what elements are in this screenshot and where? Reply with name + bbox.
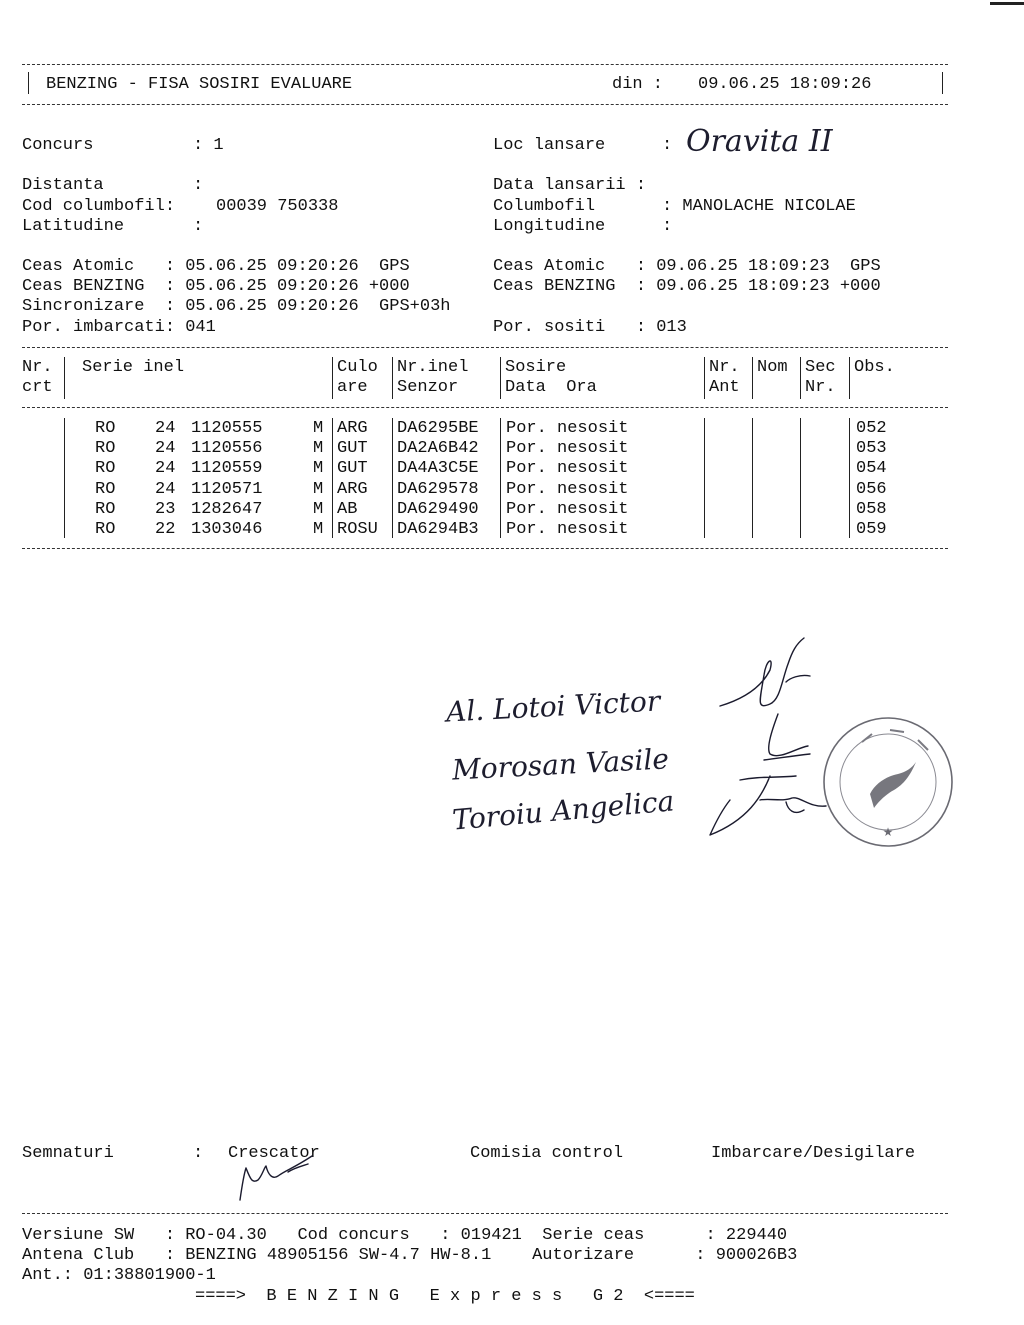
sincronizare: Sincronizare : 05.06.25 09:20:26 GPS+03h bbox=[22, 297, 451, 316]
cell-obs: 053 bbox=[856, 439, 887, 459]
col-nr-ant-1: Nr. bbox=[709, 358, 740, 377]
cell-sex: M bbox=[313, 439, 324, 459]
col-divider bbox=[752, 357, 753, 399]
longitudine-label: Longitudine bbox=[493, 217, 606, 236]
col-divider bbox=[392, 357, 393, 399]
col-divider bbox=[64, 357, 65, 399]
concurs-value: : 1 bbox=[193, 136, 224, 155]
cell-an: 23 bbox=[155, 499, 176, 519]
din-label: din : bbox=[612, 75, 664, 94]
cell-culoare: GUT bbox=[337, 459, 368, 479]
longitudine-sep: : bbox=[662, 217, 673, 236]
row-divider bbox=[704, 418, 705, 538]
col-sosire: Sosire bbox=[505, 358, 567, 377]
row-divider bbox=[64, 418, 65, 538]
header-left-bar bbox=[28, 72, 29, 94]
cell-sosire: Por. nesosit bbox=[506, 479, 629, 499]
col-crt: crt bbox=[22, 378, 53, 397]
cod-columbofil-label: Cod columbofil: bbox=[22, 197, 176, 216]
row-divider bbox=[500, 418, 501, 538]
col-nr-inel: Nr.inel bbox=[397, 358, 469, 377]
latitudine-sep: : bbox=[193, 217, 204, 236]
distanta-label: Distanta bbox=[22, 176, 104, 195]
cod-columbofil-value: 00039 750338 bbox=[216, 197, 339, 216]
signature-name-3: Toroiu Angelica bbox=[450, 784, 676, 837]
document-title: BENZING - FISA SOSIRI EVALUARE bbox=[46, 75, 353, 94]
table-header-rule bbox=[22, 407, 948, 408]
loc-lansare-label: Loc lansare bbox=[493, 136, 606, 155]
ceas-atomic-end: Ceas Atomic : 09.06.25 18:09:23 GPS bbox=[493, 257, 881, 276]
cell-senzor: DA6295BE bbox=[397, 419, 479, 438]
signature-name-2: Morosan Vasile bbox=[451, 742, 670, 787]
cell-sosire: Por. nesosit bbox=[506, 459, 629, 479]
header-right-bar bbox=[942, 72, 943, 94]
semnaturi-sep: : bbox=[193, 1144, 204, 1163]
footer-rule bbox=[22, 1213, 948, 1214]
latitudine-label: Latitudine bbox=[22, 217, 125, 236]
cell-obs: 059 bbox=[856, 520, 887, 539]
col-data-ora: Data Ora bbox=[505, 378, 597, 397]
cell-an: 24 bbox=[155, 479, 176, 499]
cell-tara: RO bbox=[95, 520, 116, 539]
cell-culoare: ROSU bbox=[337, 520, 378, 539]
cell-nr-inel: 1120555 bbox=[191, 419, 263, 438]
cell-obs: 056 bbox=[856, 479, 887, 499]
signature-name-1: Al. Lotoi Victor bbox=[445, 684, 661, 729]
col-culoare-1: Culo bbox=[337, 358, 378, 377]
row-divider bbox=[332, 418, 333, 538]
cell-tara: RO bbox=[95, 419, 116, 438]
col-nr: Nr. bbox=[22, 358, 53, 377]
col-divider bbox=[332, 357, 333, 399]
versiune-sw-line: Versiune SW : RO-04.30 Cod concurs : 019421 Serie ceas : 229440 bbox=[22, 1226, 788, 1245]
semnaturi-label: Semnaturi bbox=[22, 1144, 114, 1163]
header-bottom-rule bbox=[22, 104, 948, 105]
crescator-signature-drawing bbox=[232, 1150, 322, 1210]
cell-culoare: ARG bbox=[337, 479, 368, 499]
cell-an: 24 bbox=[155, 419, 176, 438]
ceas-benzing-end: Ceas BENZING : 09.06.25 18:09:23 +000 bbox=[493, 277, 881, 296]
antena-id-line: Ant.: 01:38801900-1 bbox=[22, 1266, 216, 1285]
data-lansarii-label: Data lansarii : bbox=[493, 176, 647, 195]
row-divider bbox=[800, 418, 801, 538]
col-culoare-2: are bbox=[337, 378, 368, 397]
cell-senzor: DA629578 bbox=[397, 479, 479, 499]
cell-sex: M bbox=[313, 520, 324, 539]
cell-senzor: DA2A6B42 bbox=[397, 439, 479, 459]
cell-nr-inel: 1120571 bbox=[191, 479, 263, 499]
loc-lansare-handwritten: Oravita II bbox=[686, 124, 833, 159]
cell-nr-inel: 1282647 bbox=[191, 499, 263, 519]
distanta-sep: : bbox=[193, 176, 204, 195]
col-sec-2: Nr. bbox=[805, 378, 836, 397]
col-divider bbox=[704, 357, 705, 399]
col-divider bbox=[500, 357, 501, 399]
cell-sex: M bbox=[313, 419, 324, 438]
cell-sosire: Por. nesosit bbox=[506, 439, 629, 459]
col-divider bbox=[849, 357, 850, 399]
cell-nr-inel: 1303046 bbox=[191, 520, 263, 539]
cell-tara: RO bbox=[95, 499, 116, 519]
comisia-control-label: Comisia control bbox=[470, 1144, 624, 1163]
header-top-rule bbox=[22, 64, 948, 65]
col-nom: Nom bbox=[757, 358, 788, 377]
col-divider bbox=[800, 357, 801, 399]
cell-an: 24 bbox=[155, 439, 176, 459]
cell-culoare: ARG bbox=[337, 419, 368, 438]
print-timestamp: 09.06.25 18:09:26 bbox=[698, 75, 872, 94]
columbofil-value: : MANOLACHE NICOLAE bbox=[662, 197, 856, 216]
cell-culoare: GUT bbox=[337, 439, 368, 459]
table-top-rule bbox=[22, 347, 948, 348]
row-divider bbox=[392, 418, 393, 538]
columbofil-label: Columbofil bbox=[493, 197, 596, 216]
porumbei-imbarcati: Por. imbarcati: 041 bbox=[22, 318, 216, 337]
cell-sosire: Por. nesosit bbox=[506, 499, 629, 519]
cell-obs: 052 bbox=[856, 419, 887, 438]
cell-sosire: Por. nesosit bbox=[506, 419, 629, 438]
col-serie-inel: Serie inel bbox=[82, 358, 185, 377]
row-divider bbox=[752, 418, 753, 538]
cell-senzor: DA629490 bbox=[397, 499, 479, 519]
cell-tara: RO bbox=[95, 439, 116, 459]
cell-sex: M bbox=[313, 459, 324, 479]
svg-text:★: ★ bbox=[882, 825, 894, 839]
scan-edge-mark bbox=[990, 2, 1024, 5]
col-sec-1: Sec bbox=[805, 358, 836, 377]
cell-obs: 054 bbox=[856, 459, 887, 479]
cell-sex: M bbox=[313, 479, 324, 499]
cell-sosire: Por. nesosit bbox=[506, 520, 629, 539]
commission-signatures-drawing bbox=[700, 630, 830, 850]
cell-tara: RO bbox=[95, 479, 116, 499]
col-obs: Obs. bbox=[854, 358, 895, 377]
cell-an: 22 bbox=[155, 520, 176, 539]
cell-obs: 058 bbox=[856, 499, 887, 519]
club-stamp bbox=[818, 712, 958, 852]
benzing-brand-line: ====> B E N Z I N G E x p r e s s G 2 <==== bbox=[195, 1287, 695, 1306]
col-senzor: Senzor bbox=[397, 378, 459, 397]
col-nr-ant-2: Ant bbox=[709, 378, 740, 397]
imbarcare-label: Imbarcare/Desigilare bbox=[711, 1144, 916, 1163]
cell-nr-inel: 1120559 bbox=[191, 459, 263, 479]
crescator-label: Crescator bbox=[228, 1144, 320, 1163]
cell-sex: M bbox=[313, 499, 324, 519]
cell-culoare: AB bbox=[337, 499, 358, 519]
porumbei-sositi: Por. sositi : 013 bbox=[493, 318, 687, 337]
ceas-benzing-start: Ceas BENZING : 05.06.25 09:20:26 +000 bbox=[22, 277, 410, 296]
table-bottom-rule bbox=[22, 548, 948, 549]
ceas-atomic-start: Ceas Atomic : 05.06.25 09:20:26 GPS bbox=[22, 257, 410, 276]
loc-lansare-sep: : bbox=[662, 136, 673, 155]
cell-senzor: DA4A3C5E bbox=[397, 459, 479, 479]
cell-an: 24 bbox=[155, 459, 176, 479]
row-divider bbox=[849, 418, 850, 538]
cell-tara: RO bbox=[95, 459, 116, 479]
cell-nr-inel: 1120556 bbox=[191, 439, 263, 459]
antena-club-line: Antena Club : BENZING 48905156 SW-4.7 HW-8.1 Autorizare : 900026B3 bbox=[22, 1246, 798, 1265]
concurs-label: Concurs bbox=[22, 136, 94, 155]
cell-senzor: DA6294B3 bbox=[397, 520, 479, 539]
